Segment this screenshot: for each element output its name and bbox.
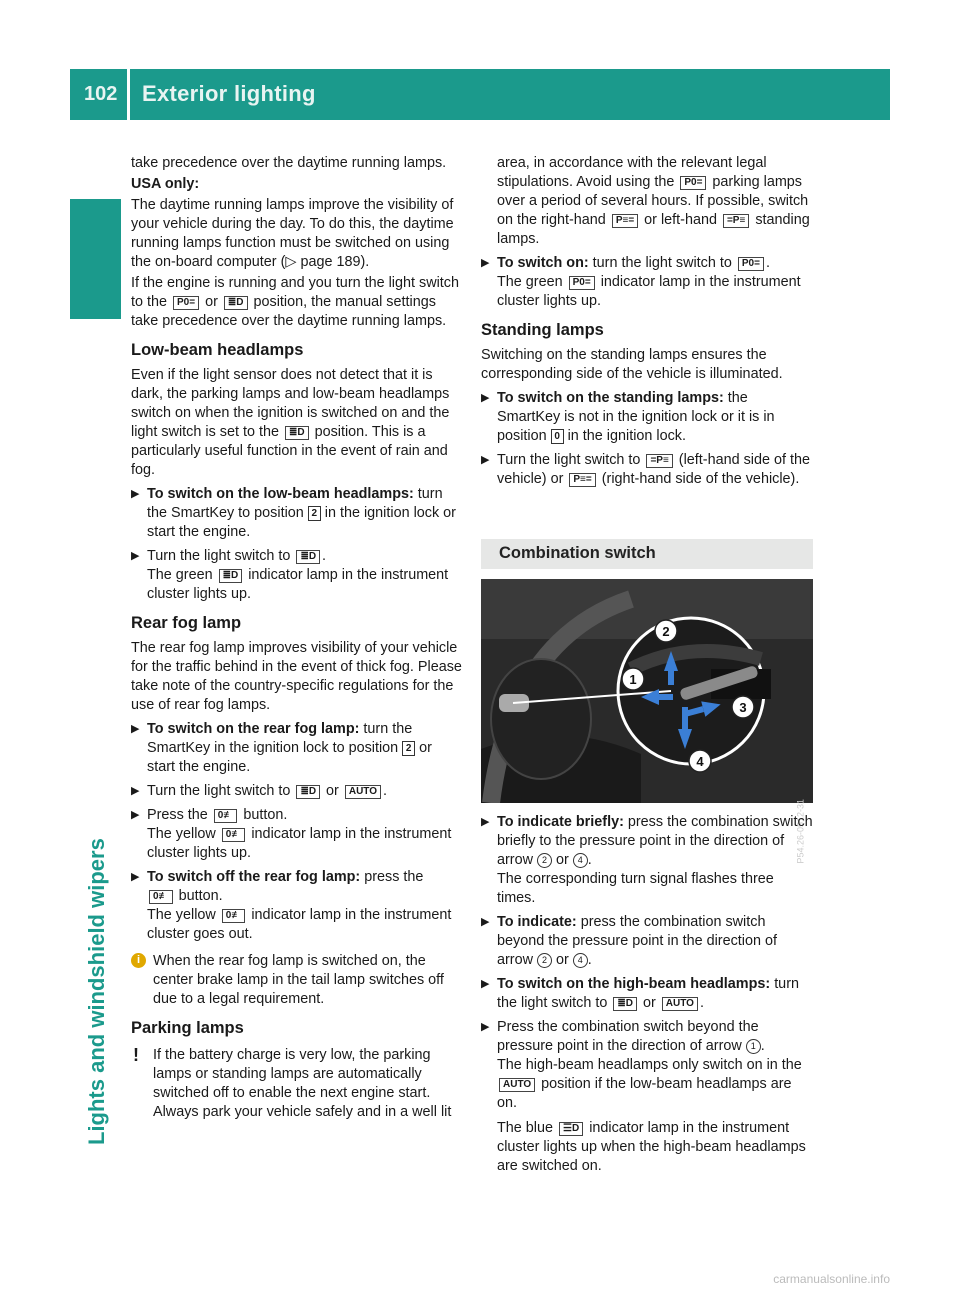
paragraph: The rear fog lamp improves visibility of your vehicle for the traffic behind in the event of thick fog. Please take note of the country-specific regulations for the use of rear fog lamps. xyxy=(131,640,462,713)
callout-label: 4 xyxy=(696,754,704,769)
section-tab xyxy=(70,199,121,319)
paragraph: Switching on the standing lamps ensures the corresponding side of the vehicle is illuminated. xyxy=(481,347,783,382)
footer-watermark: carmanualsonline.info xyxy=(773,1272,890,1286)
fog-lamp-icon: 0≢ xyxy=(149,890,173,904)
header-divider xyxy=(127,69,130,120)
low-beam-icon: ≣D xyxy=(285,426,309,440)
parking-lamps-icon: P0= xyxy=(173,296,199,310)
instruction-step: ▶ To switch on the low-beam headlamps: turn the SmartKey to position 2 in the ignition lock or start the engine. xyxy=(131,485,462,542)
position-0-icon: 0 xyxy=(551,429,564,444)
low-beam-icon: ≣D xyxy=(219,569,243,583)
instruction-step: ▶ Turn the light switch to =P≡ (left-hand side of the vehicle) or P≡= (right-hand side of the vehicle). xyxy=(481,451,813,489)
instruction-step: ▶ To switch on the standing lamps: the SmartKey is not in the ignition lock or it is in position 0 in the ignition lock. xyxy=(481,389,813,446)
instruction-step: ▶ To switch on the high-beam headlamps: turn the light switch to ≣D or AUTO . xyxy=(481,975,813,1013)
paragraph: take precedence over the daytime running lamps. xyxy=(131,155,447,171)
heading-rear-fog: Rear fog lamp xyxy=(131,614,242,632)
position-2-icon: 2 xyxy=(402,741,415,756)
ref-icon: ▷ xyxy=(285,254,297,270)
page-number: 102 xyxy=(84,83,118,105)
page-title: Exterior lighting xyxy=(142,81,316,106)
section-label: Lights and windshield wipers xyxy=(84,838,109,1145)
paragraph: Even if the light sensor does not detect that it is dark, the parking lamps and low-beam headlamps switch on when the ignition is switched on and the light switch is set to the ≣D position. This is a particularly useful function in the event of rain and fog. xyxy=(131,367,450,478)
section-bar-combination-switch: Combination switch xyxy=(481,539,813,569)
instruction-step: ▶ To indicate briefly: press the combination switch briefly to the pressure point in the direction of arrow 2 or 4 . The corresponding turn signal flashes three times. xyxy=(481,813,813,908)
parking-lamps-icon: P0= xyxy=(569,276,595,290)
auto-icon: AUTO xyxy=(499,1078,535,1092)
instruction-step: ▶ To switch on: turn the light switch to P0= . The green P0= indicator lamp in the instrument cluster lights up. xyxy=(481,254,813,311)
high-beam-icon: ☰D xyxy=(559,1122,583,1136)
arrow-2-icon: 2 xyxy=(537,853,552,868)
callout-label: 1 xyxy=(629,672,637,687)
instruction-step: ▶ To switch on the rear fog lamp: turn the SmartKey in the ignition lock to position 2 or start the engine. xyxy=(131,720,462,777)
callout-label: 3 xyxy=(739,700,747,715)
standing-right-icon: P≡= xyxy=(612,214,638,228)
usa-label: USA only: xyxy=(131,176,200,192)
standing-left-icon: =P≡ xyxy=(646,454,672,468)
arrow-4-icon: 4 xyxy=(573,953,588,968)
fog-lamp-icon: 0≢ xyxy=(222,828,246,842)
low-beam-icon: ≣D xyxy=(224,296,248,310)
fog-lamp-icon: 0≢ xyxy=(222,909,246,923)
paragraph: The daytime running lamps improve the visibility of your vehicle during the day. To do this, the daytime running lamps function must be switched on using the on-board computer (▷ page 189). xyxy=(131,197,454,270)
standing-left-icon: =P≡ xyxy=(723,214,749,228)
paragraph: If the engine is running and you turn the light switch to the P0= or ≣D position, the manual settings take precedence over the daytime running lamps. xyxy=(131,275,459,329)
page-link[interactable]: page 189 xyxy=(300,254,361,270)
warning-note: ! If the battery charge is very low, the parking lamps or standing lamps are automatically switched off to enable the next engine start. Always park your vehicle safely and in a well lit xyxy=(133,1045,452,1120)
arrow-4-icon: 4 xyxy=(573,853,588,868)
low-beam-icon: ≣D xyxy=(296,550,320,564)
heading-low-beam: Low-beam headlamps xyxy=(131,341,304,359)
arrow-2-icon: 2 xyxy=(537,953,552,968)
right-column xyxy=(481,154,813,1179)
photo-code: P54.26-0512-31 xyxy=(796,799,806,864)
callout-label: 2 xyxy=(662,624,670,639)
warning-icon: ! xyxy=(133,1045,139,1065)
instruction-step: ▶ Turn the light switch to ≣D . The green ≣D indicator lamp in the instrument cluster lights up. xyxy=(131,547,462,604)
heading-standing-lamps: Standing lamps xyxy=(481,321,604,339)
arrow-1-icon: 1 xyxy=(746,1039,761,1054)
position-2-icon: 2 xyxy=(308,506,321,521)
instruction-step: ▶ Press the combination switch beyond the pressure point in the direction of arrow 1 . The high-beam headlamps only switch on in the AUTO position if the low-beam headlamps are on. The blue ☰D indicator lamp in the instrument cluster lights up when the high-beam headlamps are switched on. xyxy=(481,1018,813,1176)
instruction-step: ▶ To switch off the rear fog lamp: press the 0≢ button. The yellow 0≢ indicator lamp in the instrument cluster goes out. xyxy=(131,868,462,944)
info-note: i When the rear fog lamp is switched on, the center brake lamp in the tail lamp switches off due to a legal requirement. xyxy=(131,952,462,1009)
info-icon: i xyxy=(131,953,146,968)
instruction-step: ▶ Press the 0≢ button. The yellow 0≢ indicator lamp in the instrument cluster lights up. xyxy=(131,806,462,863)
left-column xyxy=(131,154,462,1126)
standing-right-icon: P≡= xyxy=(569,473,595,487)
parking-lamps-icon: P0= xyxy=(738,257,764,271)
instruction-step: ▶ To indicate: press the combination switch beyond the pressure point in the direction of arrow 2 or 4 . xyxy=(481,913,813,970)
instruction-step: ▶ Turn the light switch to ≣D or AUTO . xyxy=(131,782,462,801)
paragraph: area, in accordance with the relevant legal stipulations. Avoid using the P0= parking lamps over a period of several hours. If possible, switch on the right-hand P≡= or left-hand =P≡ standing lamps. xyxy=(497,155,810,247)
parking-lamps-icon: P0= xyxy=(680,176,706,190)
fog-lamp-icon: 0≢ xyxy=(214,809,238,823)
heading-parking-lamps: Parking lamps xyxy=(131,1019,244,1037)
low-beam-icon: ≣D xyxy=(613,997,637,1011)
page-header xyxy=(70,69,890,120)
low-beam-icon: ≣D xyxy=(296,785,320,799)
auto-icon: AUTO xyxy=(662,997,698,1011)
auto-icon: AUTO xyxy=(345,785,381,799)
steering-wheel-illustration xyxy=(481,579,813,803)
